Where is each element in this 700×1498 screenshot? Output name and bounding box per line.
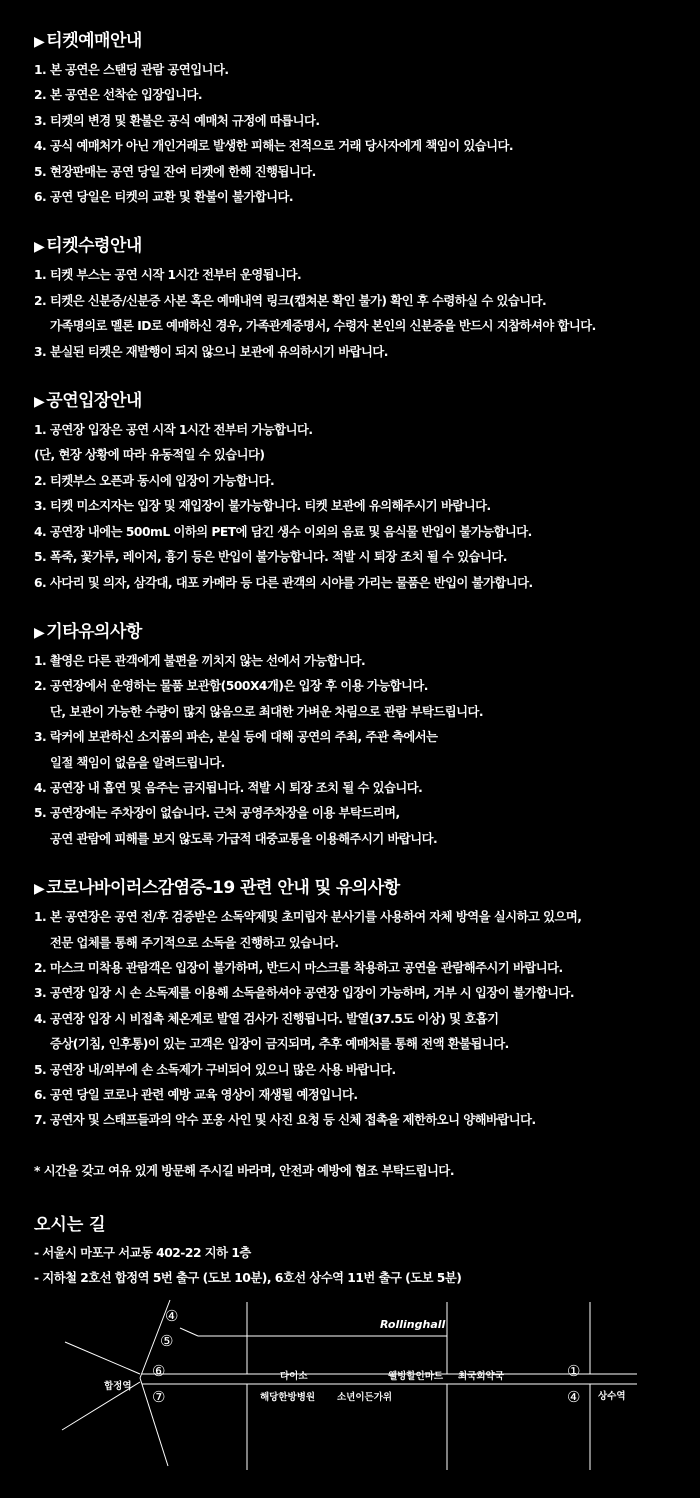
address-line: - 서울시 마포구 서교동 402-22 지하 1층	[34, 1245, 251, 1260]
section-title	[34, 390, 674, 413]
section-title	[34, 30, 674, 53]
notice-line: 4. 공연장 입장 시 비접촉 체온계로 발열 검사가 진행됩니다. 발열(37.5도 이상) 및 호흡기	[34, 1011, 499, 1026]
notice-section	[34, 877, 674, 1134]
notice-line: 5. 폭죽, 꽃가루, 레이저, 흉기 등은 반입이 불가능합니다. 적발 시 퇴장 조치 될 수 있습니다.	[34, 550, 507, 565]
notice-line: 3. 티켓 미소지자는 입장 및 재입장이 불가능합니다. 티켓 보관에 유의해주시기 바랍니다.	[34, 499, 491, 514]
section-title-text: 티켓예매안내	[46, 31, 142, 51]
notice-line: (단, 현장 상황에 따라 유동적일 수 있습니다)	[34, 448, 265, 463]
notice-line: 2. 티켓부스 오픈과 동시에 입장이 가능합니다.	[34, 473, 275, 488]
notice-line: 2. 공연장에서 운영하는 물품 보관함(500X4개)은 입장 후 이용 가능합니다.	[34, 679, 428, 694]
section-title	[34, 621, 674, 644]
exit-4-sangsu: ④	[567, 1388, 581, 1406]
notice-line: 단, 보관이 가능한 수량이 많지 않음으로 최대한 가벼운 차림으로 관람 부탁드립니다.	[50, 704, 484, 719]
triangle-marker-icon: ▶	[34, 624, 45, 641]
notice-line: 2. 본 공연은 선착순 입장입니다.	[34, 88, 203, 103]
notice-line: 5. 공연장에는 주차장이 없습니다. 근처 공영주차장을 이용 부탁드리며,	[34, 806, 400, 821]
section-title-text: 공연입장안내	[46, 391, 142, 412]
triangle-marker-icon: ▶	[34, 239, 45, 256]
section-title	[34, 877, 674, 900]
road-nw	[65, 1342, 140, 1374]
notice-line: 7. 공연자 및 스태프들과의 악수 포옹 사인 및 사진 요청 등 신체 접촉을 제한하오니 양해바랍니다.	[34, 1113, 536, 1128]
subway-line: - 지하철 2호선 합정역 5번 출구 (도보 10분), 6호선 상수역 11번 출구 (도보 5분)	[34, 1271, 462, 1286]
section-title-text: 기타유의사항	[46, 621, 142, 642]
section-title-text: 티켓수령안내	[46, 236, 142, 257]
notice-line: 5. 공연장 내/외부에 손 소독제가 구비되어 있으니 많은 사용 바랍니다.	[34, 1062, 396, 1077]
notice-line: 5. 현장판매는 공연 당일 잔여 티켓에 한해 진행됩니다.	[34, 164, 316, 179]
notice-line: 일절 책임이 없음을 알려드립니다.	[50, 755, 225, 770]
notice-line: 1. 티켓 부스는 공연 시작 1시간 전부터 운영됩니다.	[34, 268, 302, 283]
notice-line: 2. 마스크 미착용 관람객은 입장이 불가하며, 반드시 마스크를 착용하고 공연을 관람해주시기 바랍니다.	[34, 960, 563, 975]
notice-line: 3. 락커에 보관하신 소지품의 파손, 분실 등에 대해 공연의 주최, 주관 측에서는	[34, 730, 438, 745]
notice-line: 2. 티켓은 신분증/신분증 사본 혹은 예매내역 링크(캡쳐본 확인 불가) 확인 후 수령하실 수 있습니다.	[34, 293, 547, 308]
notice-line: 1. 공연장 입장은 공연 시작 1시간 전부터 가능합니다.	[34, 423, 313, 438]
section-title	[34, 235, 674, 258]
exit-5-hapjeong: ⑤	[160, 1332, 174, 1350]
exit-6-hapjeong: ⑥	[152, 1362, 166, 1380]
notice-content	[34, 30, 674, 1292]
boys-store-label: 소년이든가위	[337, 1392, 393, 1403]
triangle-marker-icon: ▶	[34, 34, 45, 50]
directions	[34, 1214, 674, 1292]
notice-line: 1. 촬영은 다른 관객에게 불편을 끼치지 않는 선에서 가능합니다.	[34, 653, 366, 668]
triangle-marker-icon: ▶	[34, 881, 45, 898]
notice-line: 3. 분실된 티켓은 재발행이 되지 않으니 보관에 유의하시기 바랍니다.	[34, 344, 388, 359]
notice-line: 가족명의로 멜론 ID로 예매하신 경우, 가족관계증명서, 수령자 본인의 신분증을 반드시 지참하셔야 합니다.	[50, 319, 596, 334]
notice-line: 6. 공연 당일 코로나 관련 예방 교육 영상이 재생될 예정입니다.	[34, 1088, 358, 1102]
notice-line: 6. 사다리 및 의자, 삼각대, 대포 카메라 등 다른 관객의 시야를 가리는 물품은 반입이 불가합니다.	[34, 575, 533, 590]
hospital-label: 해당한방병원	[260, 1392, 316, 1403]
notice-section	[34, 390, 674, 596]
notice-line: 3. 티켓의 변경 및 환불은 공식 예매처 규정에 따릅니다.	[34, 113, 320, 128]
notice-line: 1. 본 공연장은 공연 전/후 검증받은 소독약제및 초미립자 분사기를 사용하여 자체 방역을 실시하고 있으며,	[34, 910, 582, 925]
notice-section	[34, 30, 674, 210]
rollinghall-logo: Rollinghall	[380, 1318, 446, 1331]
closing-note: * 시간을 갖고 여유 있게 방문해 주시길 바라며, 안전과 예방에 협조 부탁드립니다.	[34, 1163, 454, 1178]
exit-4-hapjeong: ④	[165, 1307, 179, 1325]
daiso-label: 다이소	[280, 1371, 308, 1382]
road-short	[180, 1328, 198, 1336]
notice-line: 전문 업체를 통해 주기적으로 소독을 진행하고 있습니다.	[50, 935, 339, 950]
directions-title: 오시는 길	[34, 1214, 106, 1235]
notice-line: 1. 본 공연은 스탠딩 관람 공연입니다.	[34, 63, 229, 77]
hapjeong-station-label: 합정역	[104, 1381, 132, 1392]
notice-line: 증상(기침, 인후통)이 있는 고객은 입장이 금지되며, 추후 예매처를 통해 전액 환불됩니다.	[50, 1037, 509, 1052]
wellbeing-mart-label: 웰빙할인마트	[388, 1371, 444, 1382]
location-map	[0, 1290, 700, 1498]
exit-7-hapjeong: ⑦	[152, 1388, 166, 1406]
exit-1-sangsu: ①	[567, 1362, 581, 1380]
notice-line: 4. 공연장 내에는 500mL 이하의 PET에 담긴 생수 이외의 음료 및 음식물 반입이 불가능합니다.	[34, 524, 532, 539]
section-title-text: 코로나바이러스감염증-19 관련 안내 및 유의사항	[46, 878, 400, 899]
notice-sections	[34, 30, 674, 1134]
triangle-marker-icon: ▶	[34, 394, 45, 411]
notice-section	[34, 235, 674, 365]
notice-line: 4. 공연장 내 흡연 및 음주는 금지됩니다. 적발 시 퇴장 조치 될 수 있습니다.	[34, 780, 423, 795]
notice-line: 4. 공식 예매처가 아닌 개인거래로 발생한 피해는 전적으로 거래 당사자에게 책임이 있습니다.	[34, 139, 514, 154]
notice-section	[34, 621, 674, 852]
notice-line: 3. 공연장 입장 시 손 소독제를 이용해 소독을하셔야 공연장 입장이 가능하며, 거부 시 입장이 불가합니다.	[34, 986, 575, 1001]
pharmacy-label: 최국희약국	[458, 1371, 504, 1382]
notice-line: 6. 공연 당일은 티켓의 교환 및 환불이 불가합니다.	[34, 190, 294, 205]
sangsu-station-label: 상수역	[598, 1391, 626, 1402]
notice-line: 공연 관람에 피해를 보지 않도록 가급적 대중교통을 이용해주시기 바랍니다.	[50, 831, 438, 846]
